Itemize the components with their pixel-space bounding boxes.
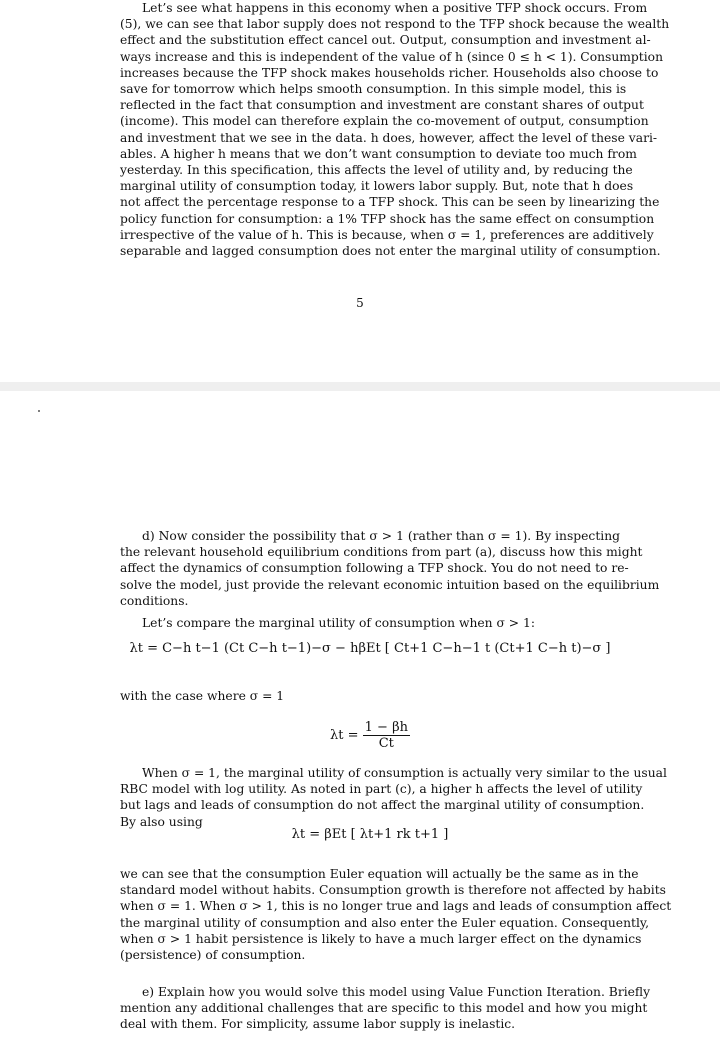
text-line: irrespective of the value of h. This is because, when σ = 1, preferences are additively — [120, 227, 654, 242]
text-line: ways increase and this is independent of the value of h (since 0 ≤ h < 1). Consumption — [120, 49, 664, 64]
text-line: save for tomorrow which helps smooth consumption. In this simple model, this is — [120, 82, 627, 97]
text-line: policy function for consumption: a 1% TFP shock has the same effect on consumption — [120, 211, 655, 226]
text-line: By also using — [120, 814, 203, 829]
text-line: increases because the TFP shock makes households richer. Households also choose to — [120, 65, 659, 80]
paragraph-euler — [120, 866, 672, 963]
paragraph-sigma-one — [120, 765, 667, 830]
text-line: ables. A higher h means that we don’t want consumption to deviate too much from — [120, 146, 637, 161]
equation-2-lhs: λt = — [330, 728, 359, 743]
text-line: when σ = 1. When σ > 1, this is no longer true and lags and leads of consumption affect — [120, 899, 672, 914]
page-top — [0, 0, 720, 382]
text-line: not affect the percentage response to a TFP shock. This can be seen by linearizing the — [120, 195, 660, 210]
equation-2-fraction — [363, 720, 410, 751]
text-line: solve the model, just provide the relevant economic intuition based on the equilibrium — [120, 577, 660, 592]
text-line: the marginal utility of consumption and also enter the Euler equation. Consequently, — [120, 915, 650, 930]
page-bottom — [0, 391, 720, 1038]
text-line: (5), we can see that labor supply does not respond to the TFP shock because the wealth — [120, 17, 670, 32]
text-line: and investment that we see in the data. h does, however, affect the level of these vari- — [120, 130, 658, 145]
equation-2-numerator: 1 − βh — [364, 720, 408, 735]
text-line: marginal utility of consumption today, it lowers labor supply. But, note that h does — [120, 179, 634, 194]
equation-euler — [120, 827, 620, 855]
equation-marginal-utility-sigma — [120, 641, 620, 669]
compare-line-block — [120, 615, 620, 631]
scan-speck — [38, 410, 40, 412]
text-line: When σ = 1, the marginal utility of consumption is actually very similar to the usual — [142, 766, 667, 780]
text-line: separable and lagged consumption does not enter the marginal utility of consumption. — [120, 244, 661, 259]
paragraph-tfp-shock — [120, 0, 670, 259]
page-separator — [0, 382, 720, 391]
text-line: we can see that the consumption Euler equation will actually be the same as in the — [120, 867, 639, 881]
text-line: RBC model with log utility. As noted in part (c), a higher h affects the level of utility — [120, 782, 643, 797]
text-line: but lags and leads of consumption do not affect the marginal utility of consumption. — [120, 798, 645, 813]
equation-2-denominator: Ct — [378, 736, 394, 751]
text-line: yesterday. In this specification, this affects the level of utility and, by reducing the — [120, 163, 633, 178]
equation-1-text: λt = C−h t−1 (Ct C−h t−1)−σ − hβEt [ Ct+1 C−h−1 t (Ct+1 C−h t)−σ ] — [129, 641, 611, 656]
text-line: conditions. — [120, 593, 189, 608]
text-line: affect the dynamics of consumption following a TFP shock. You do not need to re- — [120, 561, 629, 576]
text-line: (income). This model can therefore explain the co-movement of output, consumption — [120, 114, 649, 129]
question-e — [120, 984, 651, 1033]
with-case-line: with the case where σ = 1 — [120, 689, 285, 703]
text-line: effect and the substitution effect cancel out. Output, consumption and investment al- — [120, 33, 651, 48]
text-line: reflected in the fact that consumption and investment are constant shares of output — [120, 98, 644, 113]
text-line: the relevant household equilibrium conditions from part (a), discuss how this might — [120, 545, 643, 560]
text-line: d) Now consider the possibility that σ > 1 (rather than σ = 1). By inspecting — [142, 529, 620, 543]
text-line: when σ > 1 habit persistence is likely to have a much larger effect on the dynamics — [120, 931, 642, 946]
text-line: mention any additional challenges that are specific to this model and how you might — [120, 1001, 648, 1016]
page-number: 5 — [356, 296, 364, 310]
text-line: deal with them. For simplicity, assume labor supply is inelastic. — [120, 1017, 516, 1032]
compare-line: Let’s compare the marginal utility of consumption when σ > 1: — [142, 616, 535, 630]
with-case-block — [120, 688, 620, 704]
equation-marginal-utility-log — [120, 720, 620, 760]
text-line: e) Explain how you would solve this model using Value Function Iteration. Briefly — [142, 985, 651, 999]
text-line: Let’s see what happens in this economy when a positive TFP shock occurs. From — [142, 1, 648, 15]
question-d — [120, 528, 660, 609]
text-line: standard model without habits. Consumption growth is therefore not affected by habits — [120, 883, 666, 898]
equation-3-text: λt = βEt [ λt+1 rk t+1 ] — [291, 827, 449, 842]
text-line: (persistence) of consumption. — [120, 948, 306, 963]
